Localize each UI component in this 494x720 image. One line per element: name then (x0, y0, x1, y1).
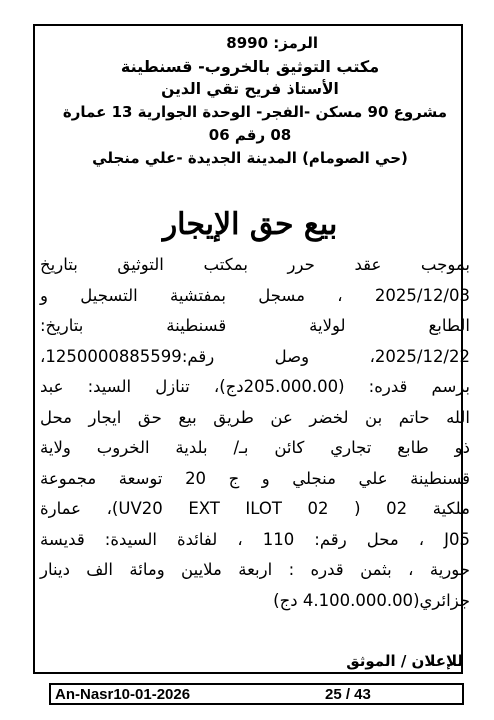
office-name: مكتب التوثيق بالخروب- قسنطينة (120, 57, 380, 76)
notary-name: الأستاذ فريح تقي الدين (161, 80, 339, 98)
body-line: حورية ، بثمن قدره : اربعة ملايين ومائة الف دينار (40, 560, 470, 579)
publication-label: An-Nasr10-01-2026 (55, 686, 191, 703)
body-line: ذو طابع تجاري كائن بـ/ بلدية الخروب ولاية (40, 438, 470, 457)
office-address-line3: (حي الصومام) المدينة الجديدة -علي منجلي (92, 149, 408, 167)
body-line: 2025/12/22، وصل رقم:1250000885599، (40, 346, 470, 366)
body-line: قسنطينة علي منجلي و ج 20 توسعة مجموعة (40, 468, 471, 488)
announcement-title: بيع حق الإيجار (162, 207, 338, 242)
body-line: 2025/12/03 ، مسجل بمفتشية التسجيل و (40, 285, 470, 305)
page-number: 25 / 43 (325, 686, 371, 703)
body-line: برسم قدره: (205.000.00دج)، تنازل السيد: عبد (40, 377, 470, 396)
body-line: جزائري(4.100.000.00 دج) (273, 590, 470, 610)
page-footer (49, 683, 464, 705)
body-line: الطابع لولاية قسنطينة بتاريخ: (40, 316, 470, 335)
signature: للإعلان / الموثق (346, 652, 463, 670)
office-code: الرمز: 8990 (226, 34, 318, 52)
office-address-line1: مشروع 90 مسكن -الفجر- الوحدة الجوارية 13 عمارة (62, 103, 448, 121)
body-line: الله حاتم بن لخضر عن طريق بيع حق ايجار محل (40, 407, 470, 427)
announcement-header (40, 32, 460, 170)
announcement-body (40, 250, 470, 616)
body-line: بموجب عقد حرر بمكتب التوثيق بتاريخ (40, 255, 470, 274)
body-line: ملكية 02 ( UV20 EXT ILOT 02)، عمارة (40, 499, 470, 518)
body-line: J05 ، محل رقم: 110 ، لفائدة السيدة: قديسة (40, 529, 470, 549)
office-address-line2: 08 رقم 06 (208, 126, 292, 144)
